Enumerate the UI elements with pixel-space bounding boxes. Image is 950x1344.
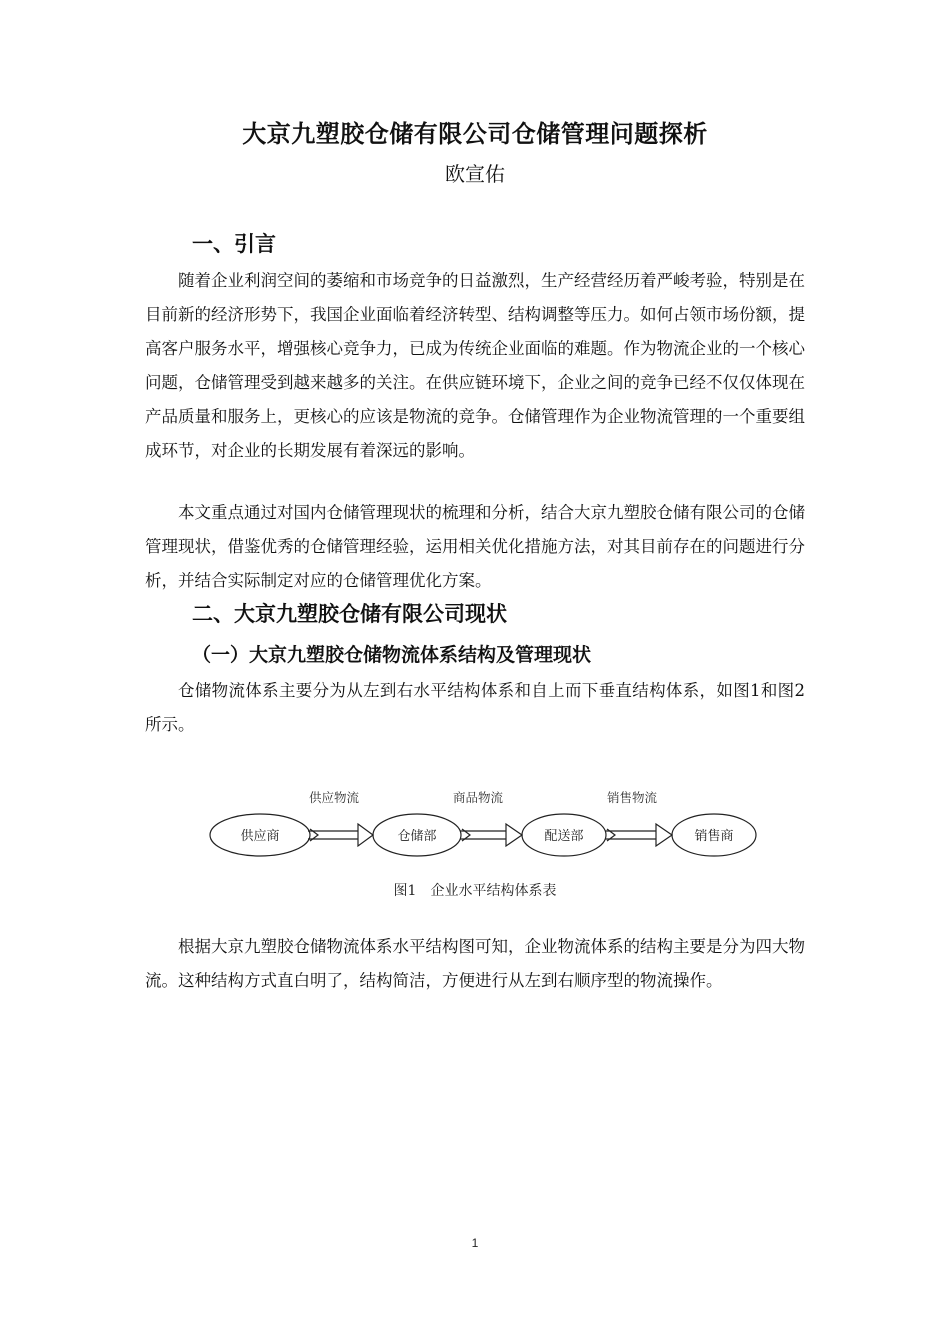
flow-arrow-3 <box>605 824 672 846</box>
paper-title: 大京九塑胶仓储有限公司仓储管理问题探析 <box>242 120 708 148</box>
flow-label-supply: 供应物流 <box>308 790 360 805</box>
status-paragraph-2: 根据大京九塑胶仓储物流体系水平结构图可知，企业物流体系的结构主要是分为四大物流。这种结构方式直白明了，结构简洁，方便进行从左到右顺序型的物流操作。 <box>145 937 805 990</box>
node-label-supplier: 供应商 <box>240 829 280 844</box>
subsection-heading: （一）大京九塑胶仓储物流体系结构及管理现状 <box>192 644 592 666</box>
flow-label-goods: 商品物流 <box>452 790 504 805</box>
figure-caption: 图1 企业水平结构体系表 <box>393 883 557 899</box>
flow-arrow-2 <box>460 824 522 846</box>
node-label-retailer: 销售商 <box>694 829 734 844</box>
status-paragraph-1: 仓储物流体系主要分为从左到右水平结构体系和自上而下垂直结构体系，如图1和图2所示。 <box>145 681 805 734</box>
flow-label-sales: 销售物流 <box>606 790 658 805</box>
node-label-distribution: 配送部 <box>544 829 584 844</box>
intro-paragraph-2: 本文重点通过对国内仓储管理现状的梳理和分析，结合大京九塑胶仓储有限公司的仓储管理现状，借鉴优秀的仓储管理经验，运用相关优化措施方法，对其目前存在的问题进行分析，并结合实际制定对应的仓储管理优化方案。 <box>145 503 805 590</box>
horizontal-structure-diagram <box>200 780 760 880</box>
section-heading-intro: 一、引言 <box>192 232 276 256</box>
page-number: 1 <box>471 1236 479 1250</box>
flow-arrow-1 <box>308 824 373 846</box>
author-name: 欧宣佑 <box>445 162 505 186</box>
node-label-warehouse: 仓储部 <box>397 829 437 844</box>
intro-paragraph-1: 随着企业利润空间的萎缩和市场竞争的日益激烈，生产经营经历着严峻考验，特别是在目前新的经济形势下，我国企业面临着经济转型、结构调整等压力。如何占领市场份额，提高客户服务水平，增强核心竞争力，已成为传统企业面临的难题。作为物流企业的一个核心问题，仓储管理受到越来越多的关注。在供应链环境下，企业之间的竞争已经不仅仅体现在产品质量和服务上，更核心的应该是物流的竞争。仓储管理作为企业物流管理的一个重要组成环节，对企业的长期发展有着深远的影响。 <box>145 271 805 460</box>
section-heading-status: 二、大京九塑胶仓储有限公司现状 <box>192 602 507 626</box>
